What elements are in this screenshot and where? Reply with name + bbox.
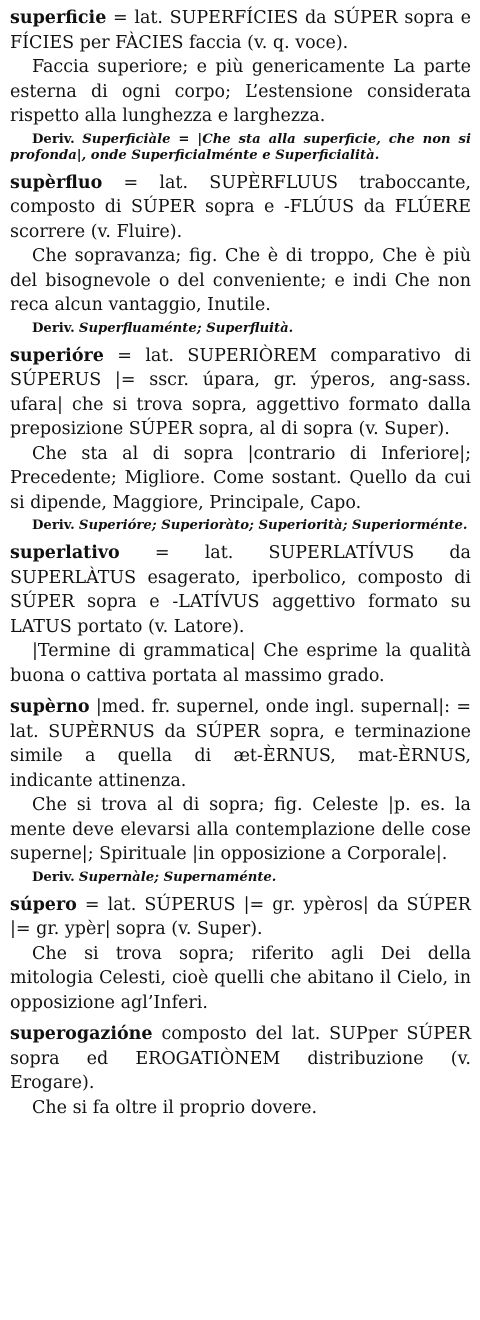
headword: superogazióne: [10, 1024, 153, 1044]
etymology: composto del lat. SUPper SÚPER sopra ed EROGATIÒNEM distribuzione (v. Erogare).: [10, 1024, 471, 1093]
definition: Che sopravanza; fig. Che è di troppo, Che è più del bisognevole o del conveniente; e indi Che non reca alcun vantaggio, Inutile.: [10, 246, 471, 315]
etymology: = lat. SUPERIÒREM comparativo di SÚPERUS |= sscr. úpara, gr. ýperos, ang-sass. ufara| che si trova sopra, aggettivo formato dalla preposizione SÚPER sopra, al di sopra (v. Super).: [10, 345, 471, 439]
derivatives: [10, 870, 471, 886]
deriv-list: Superióre; Superioràto; Superiorità; Superiorménte.: [78, 518, 468, 533]
derivatives: [10, 518, 471, 534]
etymology: |med. fr. supernel, onde ingl. supernal|: = lat. SUPÈRNUS da SÚPER sopra, e terminazione simile a quella di æt-ÈRNUS, mat-ÈRNUS, indicante attinenza.: [10, 697, 471, 791]
deriv-label: Deriv.: [32, 518, 75, 533]
entry-head: [10, 344, 471, 442]
definition: Che si trova sopra; riferito agli Dei della mitologia Celesti, cioè quelli che abitano il Cielo, in opposizione agl’Inferi.: [10, 943, 471, 1013]
headword: superlativo: [10, 543, 120, 563]
entry-head: [10, 6, 471, 55]
dictionary-entry: [10, 695, 471, 886]
etymology: = lat. SUPÈRFLUUS traboccante, composto di SÚPER sopra e -FLÚUS da FLÚERE scorrere (v. Fluire).: [10, 172, 471, 242]
deriv-list: Superfluaménte; Superfluità.: [78, 320, 294, 336]
definition: Faccia superiore; e più genericamente La parte esterna di ogni corpo; L’estensione considerata rispetto alla lunghezza e larghezza.: [10, 57, 471, 126]
dictionary-entry: [10, 344, 471, 535]
dictionary-entry: [10, 1022, 471, 1120]
derivatives: [10, 132, 471, 164]
etymology: = lat. SUPERLATÍVUS da SUPERLÀTUS esagerato, iperbolico, composto di SÚPER sopra e -LATÍVUS aggettivo formato su LATUS portato (v. Latore).: [10, 543, 471, 637]
headword: superficie: [10, 8, 107, 28]
entry-head: [10, 171, 471, 245]
deriv-list: Superficiàle = |Che sta alla superficie, che non si profonda|, onde Superficialménte e Superficialità.: [10, 131, 471, 163]
entry-head: [10, 695, 471, 793]
etymology: = lat. SÚPERUS |= gr. ypèros| da SÚPER |= gr. ypèr| sopra (v. Super).: [10, 894, 471, 939]
definition: Che si fa oltre il proprio dovere.: [32, 1097, 318, 1118]
definition: |Termine di grammatica| Che esprime la qualità buona o cattiva portata al massimo grado.: [10, 641, 471, 686]
deriv-list: Supernàle; Supernaménte.: [78, 869, 277, 885]
definition: Che sta al di sopra |contrario di Inferiore|; Precedente; Migliore. Come sostant. Quello da cui si dipende, Maggiore, Principale, Capo.: [10, 443, 471, 513]
definition: Che si trova al di sopra; fig. Celeste |p. es. la mente deve elevarsi alla contemplazione delle cose superne|; Spirituale |in opposizione a Corporale|.: [10, 795, 471, 864]
entry-head: [10, 893, 471, 942]
etymology: = lat. SUPERFÍCIES da SÚPER sopra e FÍCIES per FÀCIES faccia (v. q. voce).: [10, 8, 471, 53]
deriv-label: Deriv.: [32, 320, 75, 336]
dictionary-entry: [10, 6, 471, 164]
headword: súpero: [10, 894, 77, 915]
dictionary-entry: [10, 893, 471, 1016]
deriv-label: Deriv.: [32, 131, 75, 147]
headword: supèrfluo: [10, 172, 103, 193]
dictionary-entry: [10, 541, 471, 688]
entry-head: [10, 1022, 471, 1096]
headword: superióre: [10, 345, 104, 366]
derivatives: [10, 321, 471, 337]
entry-head: [10, 541, 471, 639]
deriv-label: Deriv.: [32, 869, 75, 885]
dictionary-entry: [10, 171, 471, 337]
headword: supèrno: [10, 697, 90, 717]
